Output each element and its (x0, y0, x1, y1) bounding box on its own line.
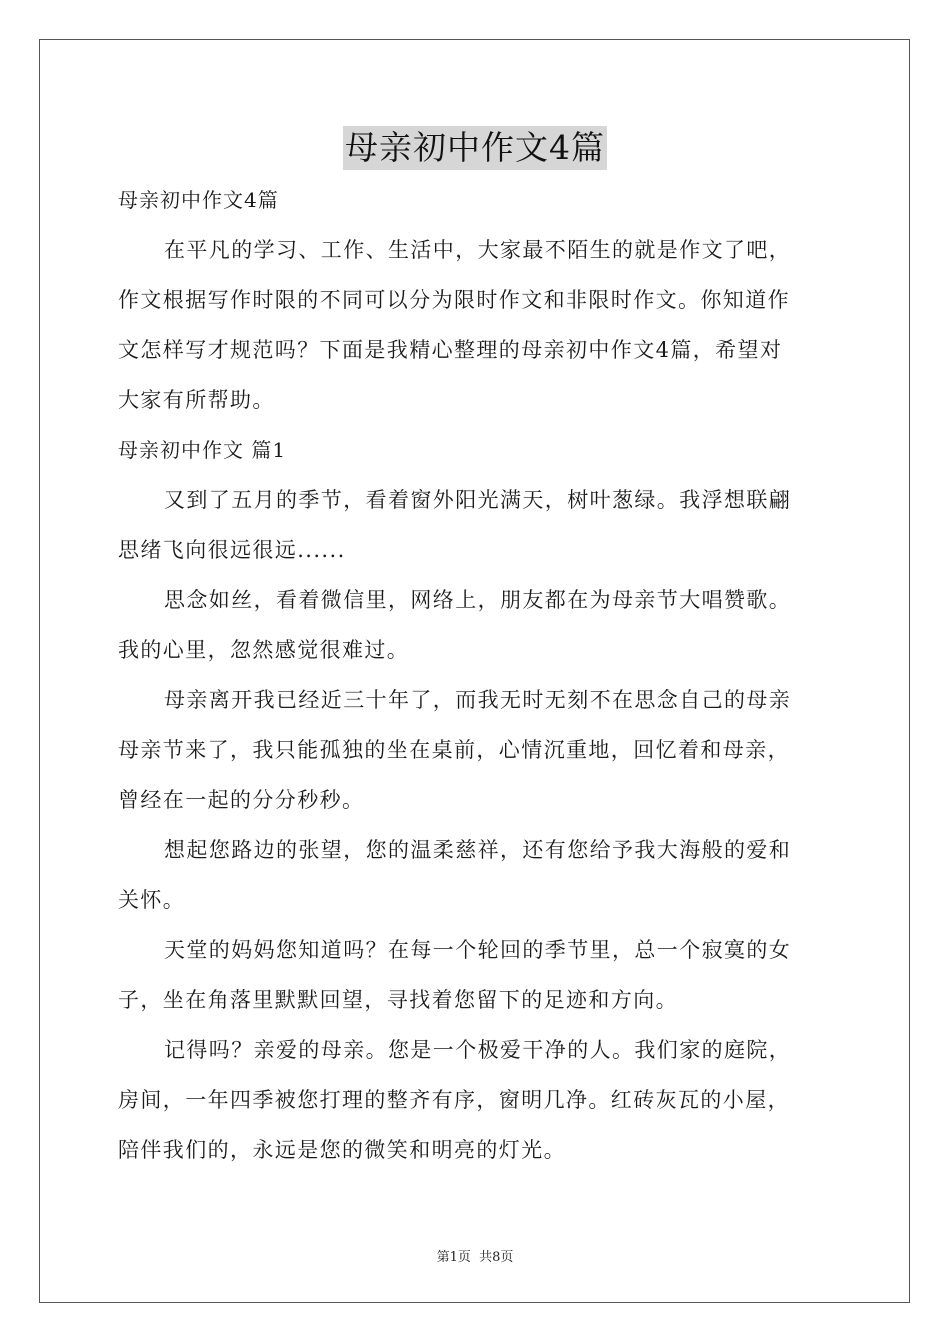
text-line: 想起您路边的张望，您的温柔慈祥，还有您给予我大海般的爱和 (164, 838, 792, 862)
text-line: 大家有所帮助。 (118, 388, 275, 412)
text-line: 思绪飞向很远很远...... (118, 538, 346, 562)
text-line: 作文根据写作时限的不同可以分为限时作文和非限时作文。你知道作 (118, 288, 790, 312)
section-heading: 母亲初中作文 篇1 (118, 438, 287, 462)
text-line: 天堂的妈妈您知道吗？在每一个轮回的季节里，总一个寂寞的女 (164, 938, 792, 962)
text-line: 关怀。 (118, 888, 186, 912)
text-line: 子，坐在角落里默默回望，寻找着您留下的足迹和方向。 (118, 988, 678, 1012)
text-line: 陪伴我们的，永远是您的微笑和明亮的灯光。 (118, 1138, 566, 1162)
document-title: 母亲初中作文4篇 (343, 126, 607, 170)
document-body (118, 178, 838, 1178)
text-line: 在平凡的学习、工作、生活中，大家最不陌生的就是作文了吧， (164, 238, 792, 262)
text-line: 母亲离开我已经近三十年了，而我无时无刻不在思念自己的母亲 (164, 688, 792, 712)
text-line: 思念如丝，看着微信里，网络上，朋友都在为母亲节大唱赞歌。 (164, 588, 792, 612)
text-line: 又到了五月的季节，看着窗外阳光满天，树叶葱绿。我浮想联翩 (164, 488, 792, 512)
page-footer (0, 1246, 950, 1265)
title-container (0, 126, 950, 170)
subheading: 母亲初中作文4篇 (118, 188, 279, 212)
text-line: 母亲节来了，我只能孤独的坐在桌前，心情沉重地，回忆着和母亲， (118, 738, 790, 762)
text-line: 房间，一年四季被您打理的整齐有序，窗明几净。红砖灰瓦的小屋， (118, 1088, 790, 1112)
page-total: 共8页 (479, 1250, 514, 1265)
text-line: 文怎样写才规范吗？下面是我精心整理的母亲初中作文4篇，希望对 (118, 338, 783, 362)
text-line: 曾经在一起的分分秒秒。 (118, 788, 365, 812)
text-line: 记得吗？亲爱的母亲。您是一个极爱干净的人。我们家的庭院， (164, 1038, 792, 1062)
text-line: 我的心里，忽然感觉很难过。 (118, 638, 410, 662)
page-number: 第1页 (436, 1250, 471, 1265)
